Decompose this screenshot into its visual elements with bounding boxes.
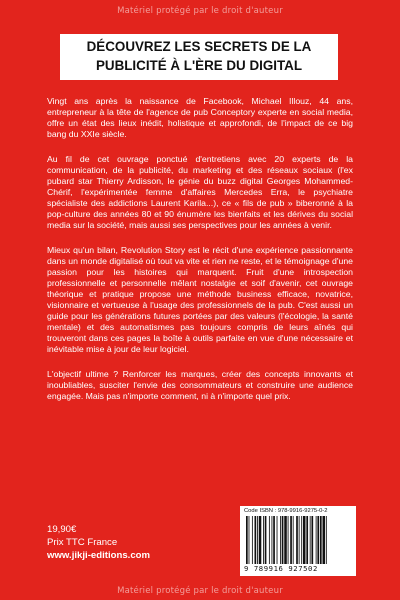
barcode-bar [252,516,253,564]
isbn-barcode [240,506,356,576]
barcode-bar [272,516,273,564]
barcode-bar [263,516,264,564]
barcode-bar [299,516,300,564]
price-block [47,523,150,562]
barcode-bar [288,516,289,564]
barcode-bar [246,516,248,564]
barcode-bar [310,516,311,564]
barcode-bar [293,516,294,564]
title-line-2: PUBLICITÉ À L'ÈRE DU DIGITAL [95,57,303,73]
barcode-bar [280,516,281,564]
blurb-paragraph-4: L'objectif ultime ? Renforcer les marques, créer des concepts innovants et inoubliables, susciter l'envie des consommateurs et construire une audience engagée. Mais pas n'importe comment, ni à n'importe quel prix. [47,369,353,401]
title-line-1: DÉCOUVREZ LES SECRETS DE LA [86,39,312,54]
barcode-bar [269,516,270,564]
blurb-paragraph-3: Mieux qu'un bilan, Revolution Story est le récit d'une expérience passionnante dans un monde digitalisé où tout va vite et rien ne reste, et le témoignage d'une passion pour les histoires qui marquent. Fruit d'une introspection professionnelle et personnelle mêlant nostalgie et soif d'avenir, cet ouvrage théorique et pratique propose une méthode business efficace, novatrice, visionnaire et vertueuse à l'usage des professionnels de la pub. C'est aussi un guide pour les générations futures portées par des valeurs (l'écologie, la santé mentale) et des automatismes pas toujours compris de leurs aînés qui trouveront dans ces pages la boîte à outils parfaite en vue d'une nécessaire et inévitable mise à jour de leur logiciel. [47,245,353,354]
barcode-bar [323,516,326,564]
publisher-website: www.jikji-editions.com [47,550,151,561]
barcode-bar [249,516,250,564]
copyright-watermark-top: Matériel protégé par le droit d'auteur [117,6,283,16]
barcode-bar [255,516,257,564]
barcode-bar [326,516,327,564]
price-note: Prix TTC France [47,537,118,548]
barcode-bar [284,516,287,564]
barcode-bar [290,516,292,564]
price: 19,90€ [47,524,77,535]
barcode-bar [311,516,313,564]
isbn-label: Code ISBN : 978-9916-9275-0-2 [244,508,328,514]
copyright-watermark-bottom: Matériel protégé par le droit d'auteur [117,586,283,596]
barcode-bar [259,516,262,564]
blurb-paragraph-1: Vingt ans après la naissance de Facebook, Michael Illouz, 44 ans, entrepreneur à la tête de l'agence de pub Conceptory experte en social media, offre un état des lieux inédit, holistique et approfondi, de l'impact de ce big bang du XXIe siècle. [47,96,353,139]
barcode-bar [296,516,298,564]
barcode-bar [317,516,319,564]
barcode-bars [244,516,352,564]
barcode-bar [301,516,302,564]
barcode-bar [273,516,275,564]
blurb-text [47,96,353,416]
barcode-bar [257,516,258,564]
barcode-bar [320,516,322,564]
barcode-bar [306,516,308,564]
barcode-digits: 9 789916 927502 [244,564,318,573]
barcode-bar [265,516,267,564]
blurb-paragraph-2: Au fil de cet ouvrage ponctué d'entretiens avec 20 experts de la communication, de la publicité, du marketing et des réseaux sociaux (l'ex pubard star Thierry Ardisson, le génie du buzz digital Georges Mohammed-Chérif, l'expérimentée femme d'affaires Mercedes Erra, le psychiatre spécialiste des addictions Laurent Karila...), ce « fils de pub » biberonné à la pop-culture des années 80 et 90 énumère les bienfaits et les dérives du social media sur la société, mais aussi ses perspectives pour les années à venir. [47,154,353,230]
barcode-bar [277,516,278,564]
title-box [60,34,338,80]
barcode-bar [303,516,306,564]
barcode-bar [316,516,317,564]
barcode-bar [282,516,284,564]
